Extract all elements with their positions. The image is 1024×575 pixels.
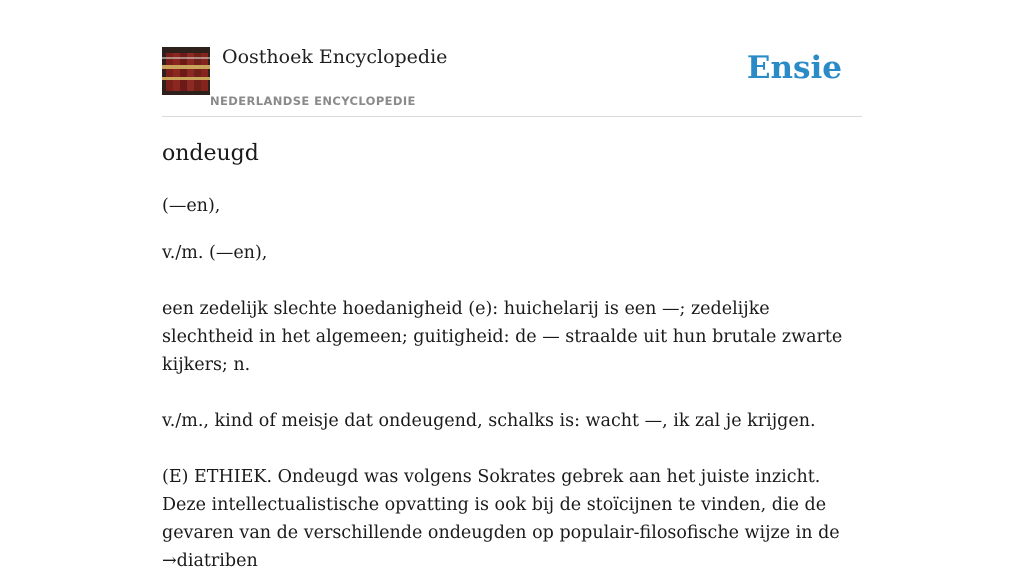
entry-title: ondeugd — [162, 141, 259, 166]
site-title[interactable]: Oosthoek Encyclopedie — [222, 46, 448, 68]
site-subtitle: NEDERLANDSE ENCYCLOPEDIE — [210, 94, 416, 108]
site-header — [162, 44, 862, 117]
entry-content — [162, 138, 862, 575]
entry-inflection: (—en), — [162, 196, 221, 216]
encyclopedia-books-icon[interactable] — [162, 47, 210, 95]
entry-definition-2: v./m., kind of meisje dat ondeugend, schalks is: wacht —, ik zal je krijgen. — [162, 411, 816, 431]
diatriben-link[interactable]: →diatriben — [162, 551, 258, 571]
entry-ethics-paragraph — [162, 463, 862, 575]
entry-ethics-text: (E) ETHIEK. Ondeugd was volgens Sokrates gebrek aan het juiste inzicht. Deze intellectualistische opvatting is ook bij de stoïcijnen te vinden, die de gevaren van de verschillende ondeugden op populair-filosofische wijze in de — [162, 467, 840, 543]
entry-gender-inflection: v./m. (—en), — [162, 243, 268, 263]
brand-logo-link[interactable]: Ensie — [746, 50, 842, 86]
entry-definition-1: een zedelijk slechte hoedanigheid (e): huichelarij is een —; zedelijke slechtheid in het algemeen; guitigheid: de — straalde uit hun brutale zwarte kijkers; n. — [162, 299, 843, 375]
